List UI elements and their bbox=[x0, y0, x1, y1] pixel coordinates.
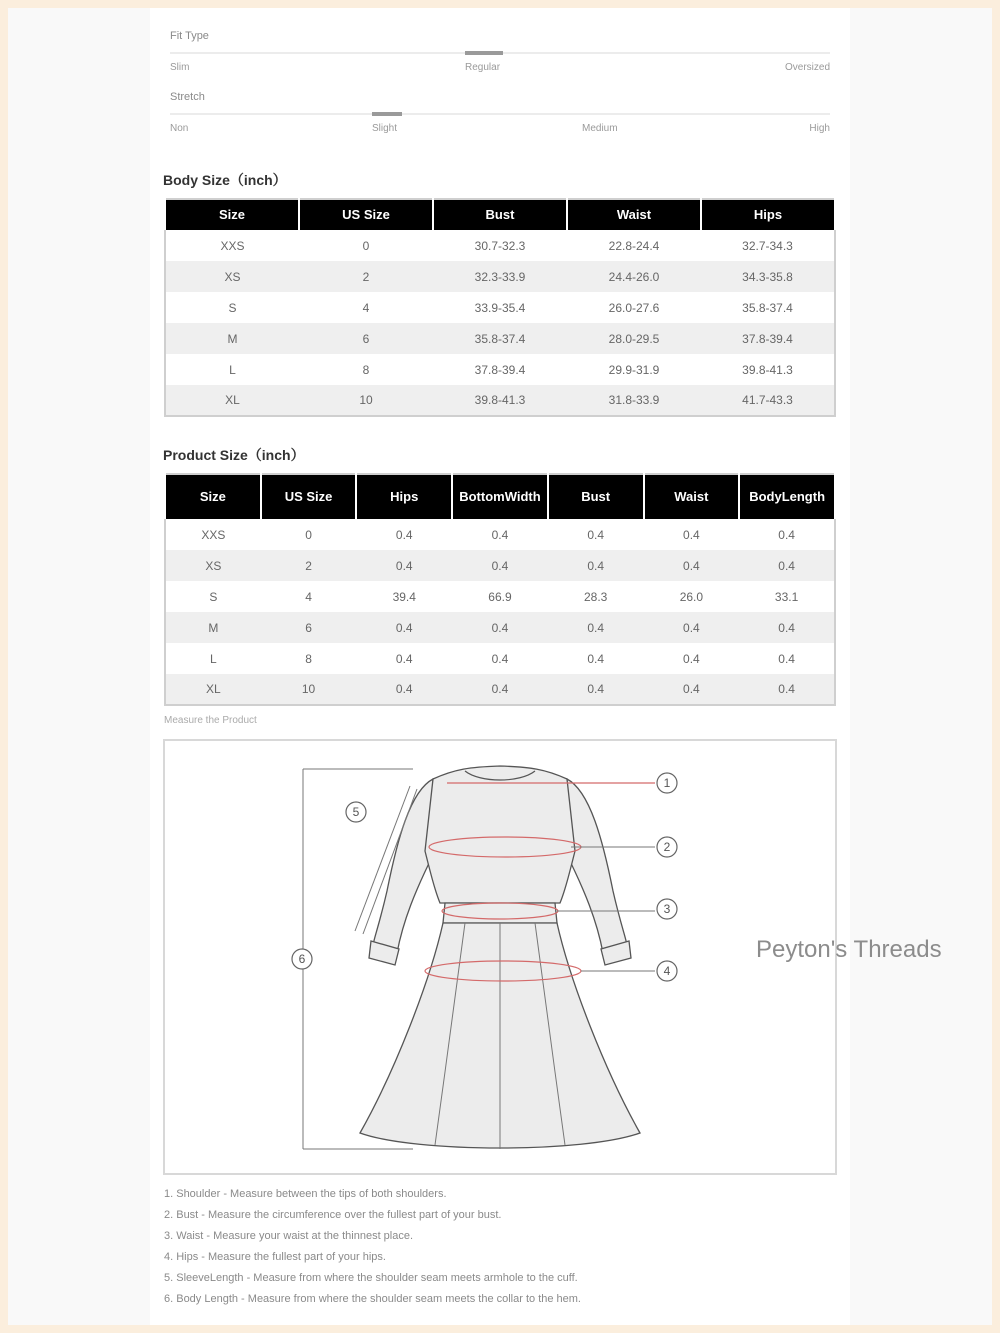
table-cell: 0.4 bbox=[356, 550, 452, 581]
table-cell: 28.0-29.5 bbox=[567, 323, 701, 354]
fit-type-indicator bbox=[465, 51, 503, 55]
fit-type-title: Fit Type bbox=[170, 30, 209, 42]
table-cell: 0.4 bbox=[548, 612, 644, 643]
table-cell: 0.4 bbox=[356, 674, 452, 705]
body-size-header-row bbox=[165, 199, 835, 230]
table-row bbox=[165, 643, 835, 674]
table-cell: M bbox=[165, 612, 261, 643]
table-row bbox=[165, 354, 835, 385]
table-cell: 2 bbox=[299, 261, 433, 292]
table-cell: 26.0 bbox=[644, 581, 740, 612]
table-cell: 10 bbox=[299, 385, 433, 416]
marker-2: 2 bbox=[663, 840, 671, 854]
table-cell: 0.4 bbox=[739, 550, 835, 581]
table-cell: XL bbox=[165, 385, 299, 416]
table-cell: 31.8-33.9 bbox=[567, 385, 701, 416]
table-cell: 0.4 bbox=[548, 643, 644, 674]
column-header: Size bbox=[165, 474, 261, 519]
table-cell: 0.4 bbox=[356, 643, 452, 674]
note-body-length: 6. Body Length - Measure from where the shoulder seam meets the collar to the hem. bbox=[164, 1293, 581, 1305]
watermark: Peyton's Threads bbox=[756, 936, 942, 963]
note-waist: 3. Waist - Measure your waist at the thinnest place. bbox=[164, 1230, 414, 1242]
table-cell: 0.4 bbox=[452, 550, 548, 581]
table-cell: 30.7-32.3 bbox=[433, 230, 567, 261]
table-row bbox=[165, 292, 835, 323]
table-cell: 0.4 bbox=[644, 550, 740, 581]
table-cell: XS bbox=[165, 261, 299, 292]
table-cell: 34.3-35.8 bbox=[701, 261, 835, 292]
table-cell: 0.4 bbox=[644, 612, 740, 643]
table-cell: 0 bbox=[299, 230, 433, 261]
table-cell: 0.4 bbox=[739, 674, 835, 705]
stretch-title: Stretch bbox=[170, 91, 205, 103]
table-cell: 0.4 bbox=[452, 643, 548, 674]
dress-illustration bbox=[165, 741, 835, 1173]
table-cell: 39.8-41.3 bbox=[433, 385, 567, 416]
table-cell: 8 bbox=[261, 643, 357, 674]
table-row bbox=[165, 519, 835, 550]
table-cell: 0.4 bbox=[739, 612, 835, 643]
table-cell: 0.4 bbox=[548, 550, 644, 581]
table-cell: 24.4-26.0 bbox=[567, 261, 701, 292]
table-cell: 6 bbox=[299, 323, 433, 354]
fit-label-slim: Slim bbox=[170, 62, 190, 73]
fit-type-track bbox=[170, 52, 830, 54]
note-shoulder: 1. Shoulder - Measure between the tips of both shoulders. bbox=[164, 1188, 447, 1200]
table-cell: XXS bbox=[165, 230, 299, 261]
column-header: US Size bbox=[261, 474, 357, 519]
table-row bbox=[165, 612, 835, 643]
table-cell: 32.3-33.9 bbox=[433, 261, 567, 292]
table-cell: 6 bbox=[261, 612, 357, 643]
product-size-header-row bbox=[165, 474, 835, 519]
column-header: Size bbox=[165, 199, 299, 230]
marker-6: 6 bbox=[298, 952, 306, 966]
table-cell: 10 bbox=[261, 674, 357, 705]
table-row bbox=[165, 550, 835, 581]
column-header: Waist bbox=[644, 474, 740, 519]
note-bust: 2. Bust - Measure the circumference over the fullest part of your bust. bbox=[164, 1209, 502, 1221]
table-cell: 39.4 bbox=[356, 581, 452, 612]
table-cell: 37.8-39.4 bbox=[433, 354, 567, 385]
table-cell: S bbox=[165, 581, 261, 612]
table-row bbox=[165, 230, 835, 261]
table-cell: 0.4 bbox=[356, 612, 452, 643]
table-cell: S bbox=[165, 292, 299, 323]
table-cell: 4 bbox=[261, 581, 357, 612]
column-header: Bust bbox=[433, 199, 567, 230]
column-header: BottomWidth bbox=[452, 474, 548, 519]
stretch-label-slight: Slight bbox=[372, 123, 398, 134]
table-cell: 66.9 bbox=[452, 581, 548, 612]
fit-type-scale bbox=[170, 30, 830, 80]
column-header: Bust bbox=[548, 474, 644, 519]
table-cell: 0.4 bbox=[452, 612, 548, 643]
table-cell: 0.4 bbox=[739, 643, 835, 674]
column-header: BodyLength bbox=[739, 474, 835, 519]
table-cell: 0 bbox=[261, 519, 357, 550]
stretch-label-medium: Medium bbox=[582, 123, 618, 134]
marker-4: 4 bbox=[663, 964, 671, 978]
stretch-label-high: High bbox=[809, 123, 830, 134]
table-cell: 37.8-39.4 bbox=[701, 323, 835, 354]
table-row bbox=[165, 581, 835, 612]
table-row bbox=[165, 261, 835, 292]
fit-label-oversized: Oversized bbox=[784, 62, 830, 73]
stretch-label-non: Non bbox=[170, 123, 189, 134]
table-cell: 28.3 bbox=[548, 581, 644, 612]
table-cell: 32.7-34.3 bbox=[701, 230, 835, 261]
marker-5: 5 bbox=[352, 805, 360, 819]
table-cell: 41.7-43.3 bbox=[701, 385, 835, 416]
measurement-notes bbox=[164, 1184, 804, 1310]
table-cell: 26.0-27.6 bbox=[567, 292, 701, 323]
table-cell: 0.4 bbox=[644, 519, 740, 550]
table-cell: 22.8-24.4 bbox=[567, 230, 701, 261]
table-cell: 2 bbox=[261, 550, 357, 581]
table-cell: XXS bbox=[165, 519, 261, 550]
note-sleeve-length: 5. SleeveLength - Measure from where the shoulder seam meets armhole to the cuff. bbox=[164, 1272, 578, 1284]
note-hips: 4. Hips - Measure the fullest part of your hips. bbox=[164, 1251, 386, 1263]
table-cell: XS bbox=[165, 550, 261, 581]
table-cell: M bbox=[165, 323, 299, 354]
table-cell: 0.4 bbox=[548, 674, 644, 705]
table-cell: L bbox=[165, 643, 261, 674]
column-header: Hips bbox=[356, 474, 452, 519]
table-cell: 0.4 bbox=[548, 519, 644, 550]
table-row bbox=[165, 323, 835, 354]
marker-3: 3 bbox=[663, 902, 671, 916]
stretch-scale bbox=[170, 91, 830, 141]
stretch-track bbox=[170, 113, 830, 115]
table-cell: 0.4 bbox=[739, 519, 835, 550]
column-header: Hips bbox=[701, 199, 835, 230]
product-size-table bbox=[164, 473, 836, 706]
table-cell: 35.8-37.4 bbox=[433, 323, 567, 354]
body-size-table bbox=[164, 198, 836, 417]
table-cell: 8 bbox=[299, 354, 433, 385]
table-cell: 35.8-37.4 bbox=[701, 292, 835, 323]
body-size-title: Body Size（inch） bbox=[163, 172, 287, 188]
stretch-indicator bbox=[372, 112, 402, 116]
table-row bbox=[165, 674, 835, 705]
table-cell: 4 bbox=[299, 292, 433, 323]
column-header: Waist bbox=[567, 199, 701, 230]
table-cell: 39.8-41.3 bbox=[701, 354, 835, 385]
table-cell: 33.1 bbox=[739, 581, 835, 612]
table-cell: 0.4 bbox=[452, 519, 548, 550]
table-cell: 0.4 bbox=[644, 674, 740, 705]
table-cell: 0.4 bbox=[356, 519, 452, 550]
fit-label-regular: Regular bbox=[465, 62, 501, 73]
table-cell: XL bbox=[165, 674, 261, 705]
table-cell: 0.4 bbox=[452, 674, 548, 705]
table-cell: 0.4 bbox=[644, 643, 740, 674]
measure-caption: Measure the Product bbox=[164, 715, 257, 726]
table-cell: 29.9-31.9 bbox=[567, 354, 701, 385]
column-header: US Size bbox=[299, 199, 433, 230]
marker-1: 1 bbox=[663, 776, 671, 790]
measurement-diagram bbox=[163, 739, 837, 1175]
table-row bbox=[165, 385, 835, 416]
table-cell: 33.9-35.4 bbox=[433, 292, 567, 323]
table-cell: L bbox=[165, 354, 299, 385]
product-size-title: Product Size（inch） bbox=[163, 447, 305, 463]
